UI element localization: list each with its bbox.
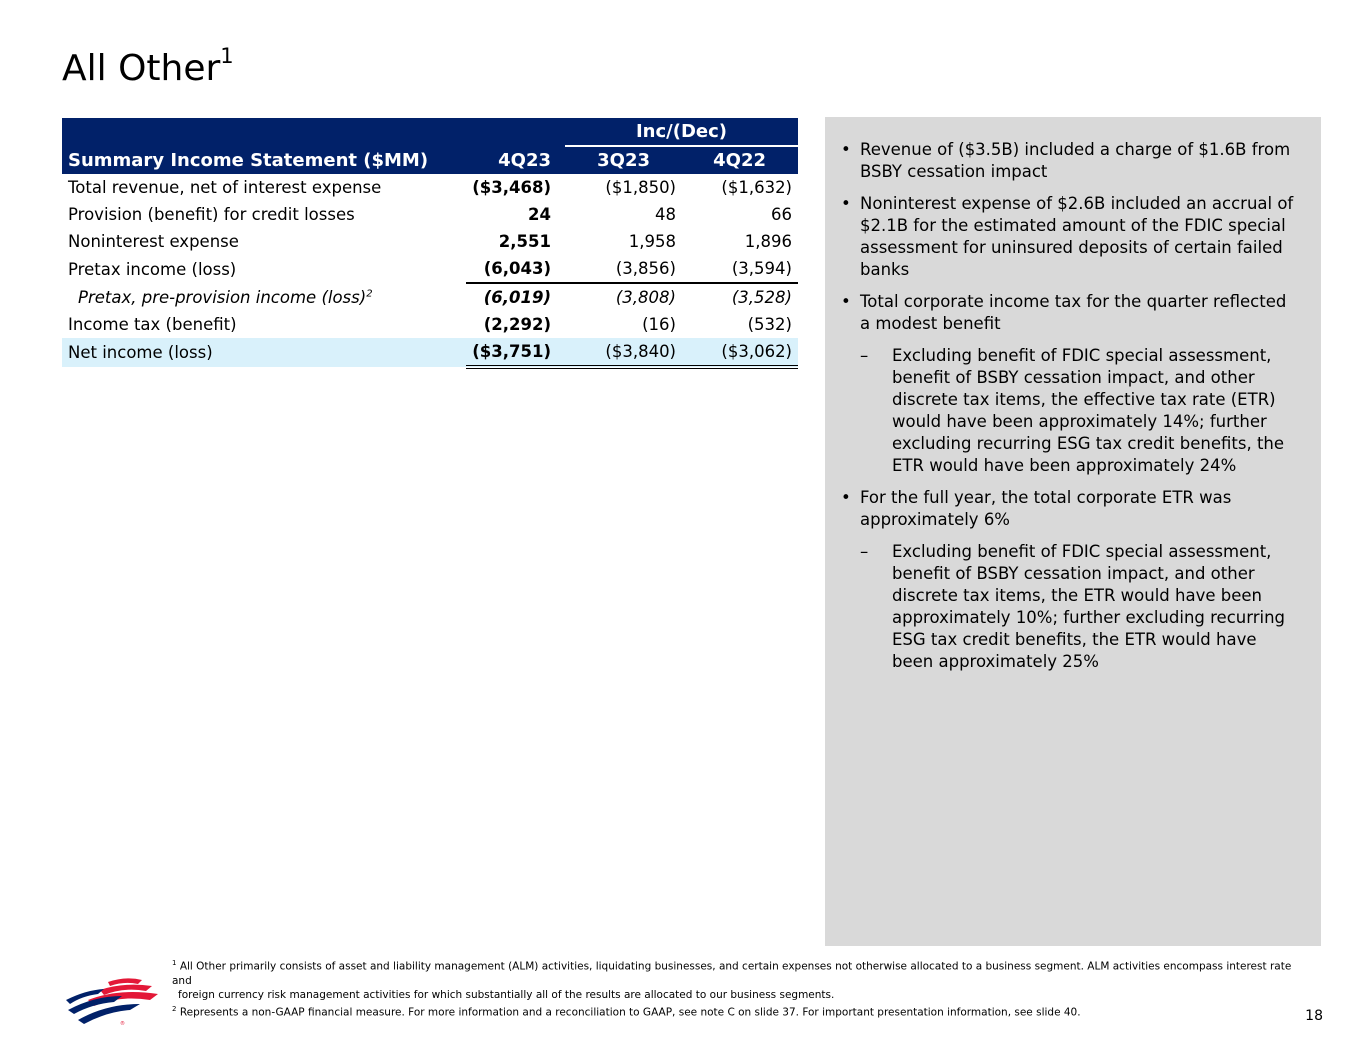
value-4q22: 1,896 [744, 232, 792, 251]
value-4q23: 2,551 [498, 232, 551, 251]
value-4q22: ($1,632) [721, 178, 792, 197]
value-4q23: ($3,751) [466, 338, 565, 367]
summary-income-table [62, 118, 798, 369]
value-4q22: 66 [771, 205, 792, 224]
table-header-row [62, 146, 798, 174]
bullet-item [841, 487, 1299, 673]
value-3q23: ($3,840) [565, 338, 682, 367]
sub-bullet-text: Excluding benefit of FDIC special assessment, benefit of BSBY cessation impact, and other discrete tax items, the ETR would have been approximately 10%; further excluding recurring ESG tax credit benefits, the ETR would have been approximately 25% [892, 542, 1286, 671]
footnote-text: Represents a non-GAAP financial measure. For more information and a reconciliation to GAAP, see note C on slide 37. For important presentation information, see slide 40. [179, 1006, 1081, 1018]
row-label: Net income (loss) [62, 338, 466, 367]
bullet-item [841, 291, 1299, 477]
table-row [62, 283, 798, 311]
footnote-1 [172, 956, 1312, 988]
row-label: Provision (benefit) for credit losses [68, 205, 355, 224]
row-label-text: Pretax, pre-provision income (loss) [78, 287, 367, 307]
value-4q23: (6,043) [466, 255, 565, 283]
page-title [62, 44, 234, 89]
value-3q23: (16) [642, 315, 676, 334]
value-4q22: (3,528) [731, 288, 792, 307]
commentary-bullets [825, 117, 1321, 673]
value-4q22: ($3,062) [682, 338, 798, 367]
bullet-text: For the full year, the total corporate ETR was approximately 6% [860, 488, 1232, 529]
dash-icon: – [860, 346, 869, 365]
bank-flag-logo-icon [64, 976, 160, 1026]
column-header-3q23: 3Q23 [565, 146, 682, 174]
row-label: Total revenue, net of interest expense [68, 178, 382, 197]
title-footnote-mark: 1 [220, 44, 234, 68]
table-row [62, 311, 798, 338]
bullet-dot-icon: • [841, 488, 851, 507]
row-label: Pretax income (loss) [68, 259, 237, 279]
row-label: Noninterest expense [68, 232, 239, 251]
value-4q23: 24 [528, 205, 551, 224]
svg-text:®: ® [120, 1021, 125, 1026]
table-row [62, 255, 798, 283]
bullet-text: Noninterest expense of $2.6B included an accrual of $2.1B for the estimated amount of the FDIC special assessment for uninsured deposits of certain failed banks [860, 194, 1294, 279]
row-label [62, 283, 466, 311]
inc-dec-header: Inc/(Dec) [565, 118, 798, 146]
sub-bullet-text: Excluding benefit of FDIC special assessment, benefit of BSBY cessation impact, and other discrete tax items, the effective tax rate (ETR) would have been approximately 14%; further excluding recurring ESG tax credit benefits, the ETR would have been approximately 24% [892, 346, 1285, 475]
footnote-mark: 2 [172, 1004, 177, 1013]
footnotes [172, 956, 1312, 1019]
table-group-header-row [62, 118, 798, 146]
footnote-1-continued: foreign currency risk management activities for which substantially all of the results are allocated to our business segments. [178, 988, 835, 1001]
value-3q23: ($1,850) [605, 178, 676, 197]
value-3q23: 48 [655, 205, 676, 224]
value-4q23: (6,019) [483, 288, 551, 307]
value-3q23: (3,856) [565, 255, 682, 283]
dash-icon: – [860, 542, 869, 561]
bullet-dot-icon: • [841, 292, 851, 311]
value-3q23: (3,808) [615, 288, 676, 307]
bullet-dot-icon: • [841, 194, 851, 213]
sub-bullet-item [860, 541, 1299, 673]
sub-bullets [860, 541, 1299, 673]
value-4q22: (532) [747, 315, 792, 334]
footnote-2 [172, 1002, 1312, 1020]
column-header-4q23: 4Q23 [466, 146, 565, 174]
page-number: 18 [1305, 1008, 1323, 1024]
value-4q23: ($3,468) [472, 178, 551, 197]
sub-bullet-item [860, 345, 1299, 477]
bullet-text: Total corporate income tax for the quarter reflected a modest benefit [860, 292, 1287, 333]
header-spacer [466, 118, 565, 146]
sub-bullets [860, 345, 1299, 477]
bullet-item [841, 193, 1299, 281]
table-row-total [62, 338, 798, 367]
value-4q22: (3,594) [682, 255, 798, 283]
table-row [62, 174, 798, 201]
row-footnote-mark: 2 [366, 288, 373, 299]
value-4q23: (2,292) [483, 315, 551, 334]
column-header-4q22: 4Q22 [682, 146, 798, 174]
label-column-header: Summary Income Statement ($MM) [62, 146, 466, 174]
value-3q23: 1,958 [628, 232, 676, 251]
bullet-text: Revenue of ($3.5B) included a charge of $1.6B from BSBY cessation impact [860, 140, 1291, 181]
row-label: Income tax (benefit) [68, 315, 237, 334]
bullet-item [841, 139, 1299, 183]
header-spacer [62, 118, 466, 146]
commentary-panel [825, 117, 1321, 946]
footnote-text: All Other primarily consists of asset and liability management (ALM) activities, liquidating businesses, and certain expenses not otherwise allocated to a business segment. ALM activities encompass interest rate and [172, 960, 1292, 987]
table-row [62, 201, 798, 228]
bullet-dot-icon: • [841, 140, 851, 159]
title-text: All Other [62, 48, 221, 89]
table-row [62, 228, 798, 255]
footnote-mark: 1 [172, 959, 177, 967]
